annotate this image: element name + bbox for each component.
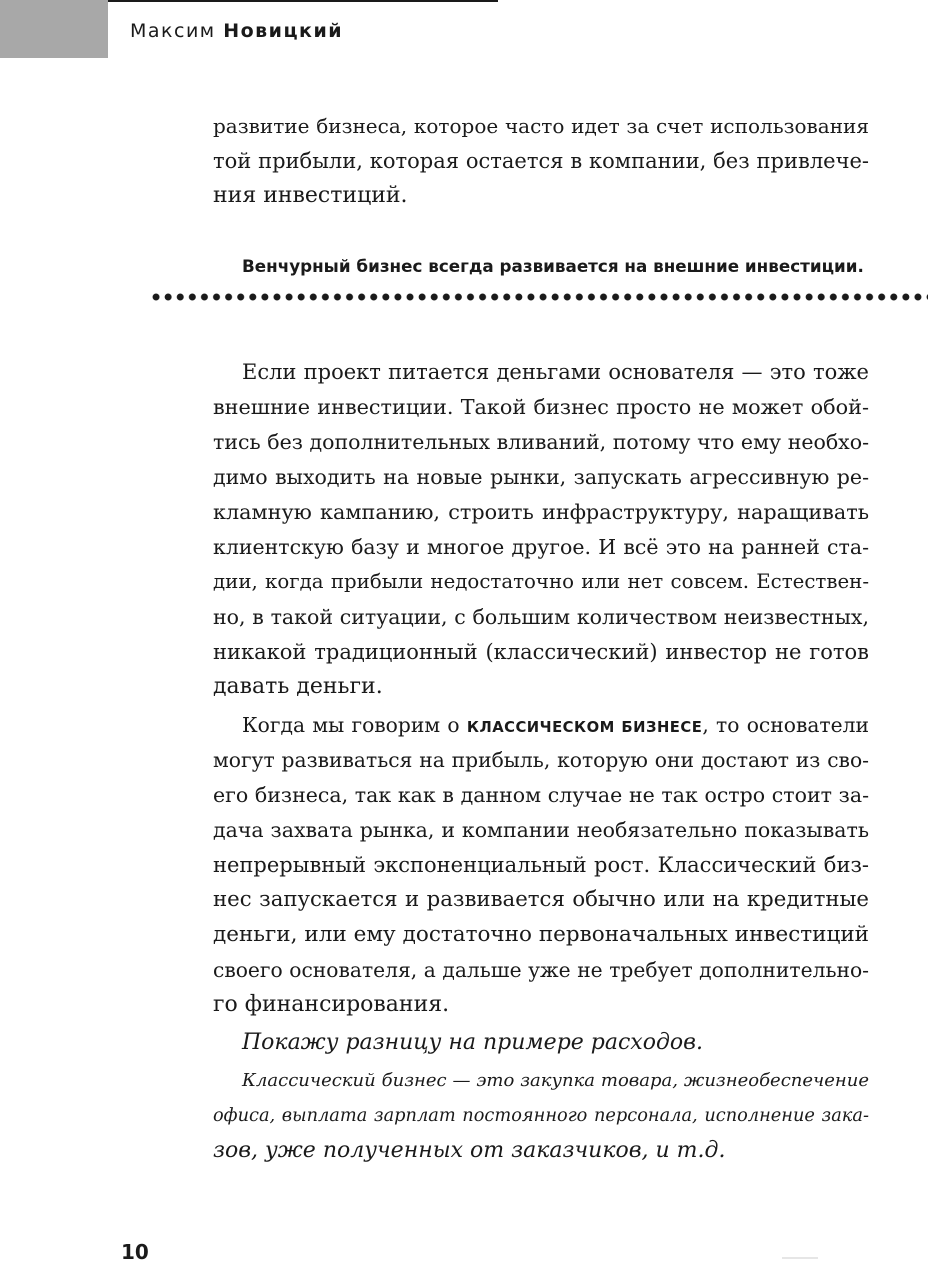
- body-line: давать деньги.: [213, 674, 383, 699]
- italic-line: Покажу разницу на примере расходов.: [242, 1030, 703, 1055]
- body-line: но, в такой ситуации, с большим количеством неизвестных,: [213, 605, 869, 629]
- body-line: го финансирования.: [213, 992, 450, 1017]
- body-line: дии, когда прибыли недостаточно или нет совсем. Естествен-: [213, 570, 869, 593]
- body-line: дача захвата рынка, и компании необязательно показывать: [213, 818, 869, 842]
- text-run: Когда мы говорим о: [242, 713, 467, 737]
- corner-mark: [782, 1257, 818, 1259]
- body-line: никакой традиционный (классический) инвестор не готов: [213, 640, 869, 664]
- italic-line: Классический бизнес — это закупка товара, жизнеобеспечение: [242, 1070, 869, 1091]
- body-line: той прибыли, которая остается в компании, без привлече-: [213, 149, 869, 173]
- body-line: его бизнеса, так как в данном случае не так остро стоит за-: [213, 783, 869, 807]
- running-header-author: [130, 20, 343, 42]
- body-line: кламную кампанию, строить инфраструктуру, наращивать: [213, 500, 869, 524]
- body-line: деньги, или ему достаточно первоначальных инвестиций: [213, 922, 869, 947]
- dotted-divider: [150, 292, 928, 302]
- body-line: могут развиваться на прибыль, которую они достают из сво-: [213, 748, 869, 772]
- body-line: Если проект питается деньгами основателя — это тоже: [242, 360, 869, 384]
- emphasis-term: КЛАССИЧЕСКОМ БИЗНЕСЕ: [466, 719, 703, 736]
- body-line: своего основателя, а дальше уже не требует дополнительно-: [213, 958, 869, 982]
- page-number: 10: [121, 1240, 149, 1264]
- author-first-name: Максим: [130, 20, 216, 42]
- body-line: димо выходить на новые рынки, запускать агрессивную ре-: [213, 465, 869, 489]
- body-line: тись без дополнительных вливаний, потому что ему необхо-: [213, 430, 869, 454]
- header-gray-block: [0, 0, 108, 58]
- author-last-name: Новицкий: [223, 20, 344, 42]
- body-line: внешние инвестиции. Такой бизнес просто не может обой-: [213, 395, 869, 419]
- body-line: ния инвестиций.: [213, 183, 408, 208]
- body-line: непрерывный экспоненциальный рост. Классический биз-: [213, 853, 869, 877]
- text-run: , то основатели: [702, 713, 869, 737]
- italic-line: зов, уже полученных от заказчиков, и т.д.: [213, 1138, 726, 1163]
- body-line: клиентскую базу и многое другое. И всё это на ранней ста-: [213, 535, 869, 559]
- callout-text: Венчурный бизнес всегда развивается на внешние инвестиции.: [242, 256, 864, 276]
- body-line: развитие бизнеса, которое часто идет за счет использования: [213, 114, 869, 138]
- body-line: нес запускается и развивается обычно или на кредитные: [213, 887, 869, 912]
- header-rule: [108, 0, 498, 2]
- italic-line: офиса, выплата зарплат постоянного персонала, исполнение зака-: [213, 1106, 869, 1126]
- body-line: [242, 710, 869, 743]
